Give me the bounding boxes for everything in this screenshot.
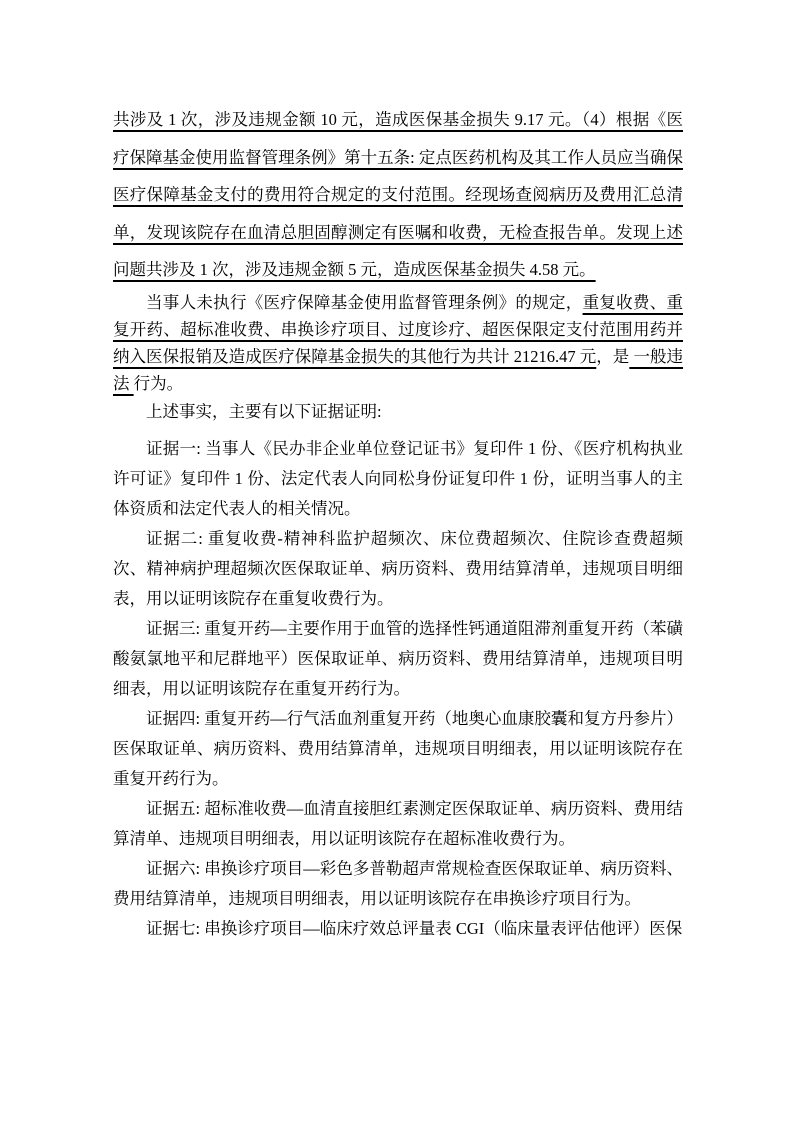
violation-connector-text: ，是 (596, 346, 630, 366)
evidence-item-2: 证据二: 重复收费-精神科监护超频次、床位费超频次、住院诊查费超频次、精神病护理超频次医保取证单、病历资料、费用结算清单，违规项目明细表，用以证明该院存在重复收费行为。 (113, 528, 683, 608)
evidence-item-5: 证据五: 超标准收费—血清直接胆红素测定医保取证单、病历资料、费用结算清单、违规项目明细表，用以证明该院存在超标准收费行为。 (113, 798, 683, 848)
evidence-item-3: 证据三: 重复开药—主要作用于血管的选择性钙通道阻滞剂重复开药（苯磺酸氨氯地平和尼群地平）医保取证单、病历资料、费用结算清单，违规项目明细表，用以证明该院存在重复开药行为。 (113, 618, 683, 698)
carryover-paragraph: 共涉及 1 次，涉及违规金额 10 元，造成医保基金损失 9.17 元。（4）根据《医疗保障基金使用监督管理条例》第十五条: 定点医药机构及其工作人员应当确保医疗保障基金支付的费用符合规定的支付范围。经现场查阅病历及费用汇总清单，发现该院存在血清总胆固醇测定有医嘱和收费，无检查报告单。发现上述问题共涉及 1 次，涉及违规金额 5 元，造成医保基金损失 4.58 元。 (113, 110, 683, 279)
violation-tail-text: 行为。 (133, 373, 184, 393)
violation-category-underlined: 一般违法 (113, 346, 684, 393)
evidence-item-4: 证据四: 重复开药—行气活血剂重复开药（地奥心血康胶囊和复方丹参片）医保取证单、病历资料、费用结算清单，违规项目明细表，用以证明该院存在重复开药行为。 (113, 708, 683, 788)
evidence-list (113, 434, 683, 944)
document-page (113, 101, 683, 944)
evidence-item-1: 证据一: 当事人《民办非企业单位登记证书》复印件 1 份、《医疗机构执业许可证》复印件 1 份、法定代表人向同松身份证复印件 1 份，证明当事人的主体资质和法定代表人的相关情况。 (113, 438, 683, 518)
evidence-item-6: 证据六: 串换诊疗项目—彩色多普勒超声常规检查医保取证单、病历资料、费用结算清单，违规项目明细表，用以证明该院存在串换诊疗项目行为。 (113, 858, 683, 908)
evidence-item-7: 证据七: 串换诊疗项目—临床疗效总评量表 CGI（临床量表评估他评）医保 (146, 918, 683, 938)
violation-lead-text: 当事人未执行《医疗保障基金使用监督管理条例》的规定， (146, 292, 583, 312)
facts-intro: 上述事实，主要有以下证据证明: (146, 401, 382, 421)
violation-underlined-list: 重复收费、重复开药、超标准收费、串换诊疗项目、过度诊疗、超医保限定支付范围用药并纳入医保报销及造成医疗保障基金损失的其他行为共计 21216.47 元 (113, 292, 684, 366)
violation-summary-paragraph (113, 289, 683, 397)
